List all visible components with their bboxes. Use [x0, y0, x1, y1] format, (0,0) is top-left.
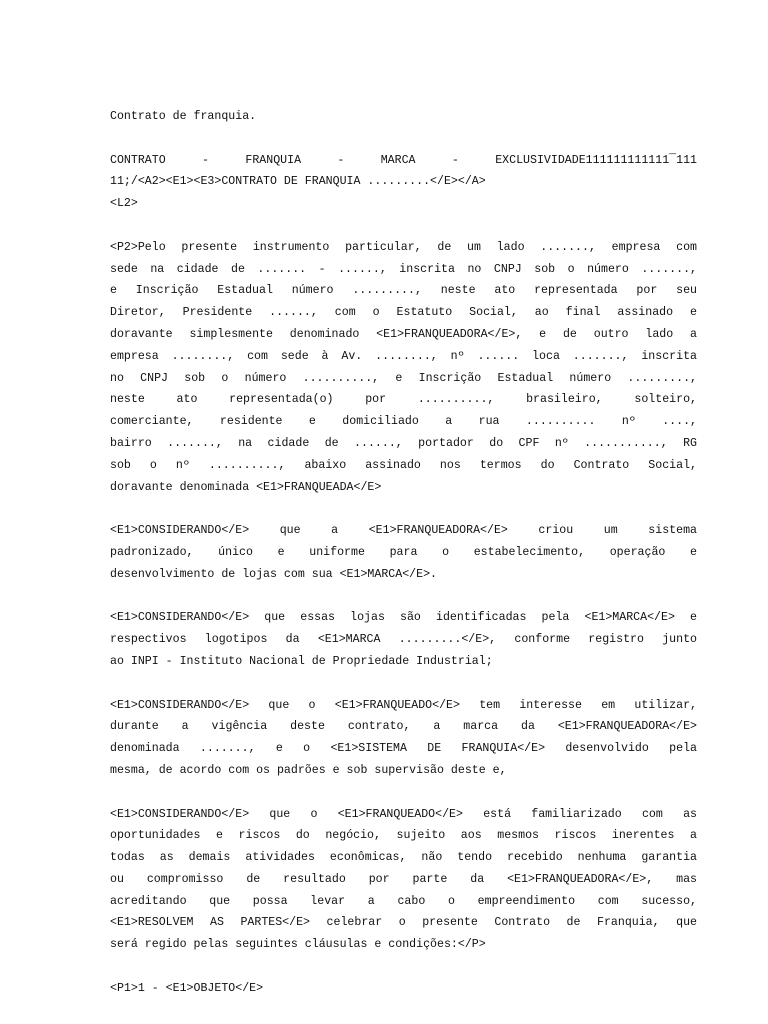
- considerando-line: acreditando que possa levar a cabo o empreendimento com sucesso,: [110, 894, 697, 908]
- intro-line: comerciante, residente e domiciliado a rua .......... nº ....,: [110, 415, 697, 429]
- considerando-line: <E1>CONSIDERANDO</E> que essas lojas são identificadas pela <E1>MARCA</E> e: [110, 611, 697, 625]
- considerando-line: ao INPI - Instituto Nacional de Propriedade Industrial;: [110, 654, 493, 668]
- considerando-line: denominada ......., e o <E1>SISTEMA DE FRANQUIA</E> desenvolvido pela: [110, 742, 697, 756]
- intro-line: <P2>Pelo presente instrumento particular, de um lado ......., empresa com: [110, 240, 697, 254]
- intro-line: Diretor, Presidente ......, com o Estatuto Social, ao final assinado e: [110, 306, 697, 320]
- contract-header: [110, 150, 697, 215]
- intro-line: e Inscrição Estadual número ........., neste ato representada por seu: [110, 284, 697, 298]
- considerando-line: <E1>CONSIDERANDO</E> que o <E1>FRANQUEADO</E> tem interesse em utilizar,: [110, 698, 697, 712]
- considerando-paragraph-2: [110, 607, 697, 672]
- contract-header-line: 11;/<A2><E1><E3>CONTRATO DE FRANQUIA .........</E></A>: [110, 175, 486, 189]
- considerando-line: <E1>CONSIDERANDO</E> que o <E1>FRANQUEADO</E> está familiarizado com as: [110, 807, 697, 821]
- considerando-line: padronizado, único e uniforme para o estabelecimento, operação e: [110, 545, 697, 559]
- intro-line: sede na cidade de ....... - ......, inscrita no CNPJ sob o número .......,: [110, 262, 697, 276]
- intro-line: sob o nº .........., abaixo assinado nos termos do Contrato Social,: [110, 458, 697, 472]
- document-title: Contrato de franquia.: [110, 110, 257, 123]
- intro-line: doravante simplesmente denominado <E1>FRANQUEADORA</E>, e de outro lado a: [110, 327, 697, 341]
- contract-header-line: <L2>: [110, 197, 138, 211]
- considerando-line: respectivos logotipos da <E1>MARCA .........</E>, conforme registro junto: [110, 633, 697, 647]
- intro-line: bairro ......., na cidade de ......, portador do CPF nº ..........., RG: [110, 436, 697, 450]
- considerando-line: todas as demais atividades econômicas, não tendo recebido nenhuma garantia: [110, 851, 697, 865]
- clause-heading: <P1>1 - <E1>OBJETO</E>: [110, 981, 264, 995]
- considerando-paragraph-4: [110, 804, 697, 957]
- intro-line: doravante denominada <E1>FRANQUEADA</E>: [110, 480, 382, 494]
- considerando-line: mesma, de acordo com os padrões e sob supervisão deste e,: [110, 763, 507, 777]
- considerando-line: <E1>CONSIDERANDO</E> que a <E1>FRANQUEADORA</E> criou um sistema: [110, 524, 697, 538]
- considerando-paragraph-3: [110, 695, 697, 782]
- intro-paragraph: [110, 237, 697, 499]
- contract-header-line: CONTRATO - FRANQUIA - MARCA - EXCLUSIVIDADE111111111111¯111: [110, 153, 697, 167]
- intro-line: empresa ........, com sede à Av. ........, nº ...... loca ......., inscrita: [110, 349, 697, 363]
- considerando-line: oportunidades e riscos do negócio, sujeito aos mesmos riscos inerentes a: [110, 829, 697, 843]
- considerando-line: durante a vigência deste contrato, a marca da <E1>FRANQUEADORA</E>: [110, 720, 697, 734]
- intro-line: no CNPJ sob o número .........., e Inscrição Estadual número .........,: [110, 371, 697, 385]
- intro-line: neste ato representada(o) por .........., brasileiro, solteiro,: [110, 393, 697, 407]
- considerando-line: ou compromisso de resultado por parte da <E1>FRANQUEADORA</E>, mas: [110, 872, 697, 886]
- considerando-line: <E1>RESOLVEM AS PARTES</E> celebrar o presente Contrato de Franquia, que: [110, 916, 697, 930]
- considerando-line: desenvolvimento de lojas com sua <E1>MARCA</E>.: [110, 567, 437, 581]
- considerando-paragraph-1: [110, 520, 697, 585]
- considerando-line: será regido pelas seguintes cláusulas e condições:</P>: [110, 938, 486, 952]
- document-content: [110, 106, 697, 1021]
